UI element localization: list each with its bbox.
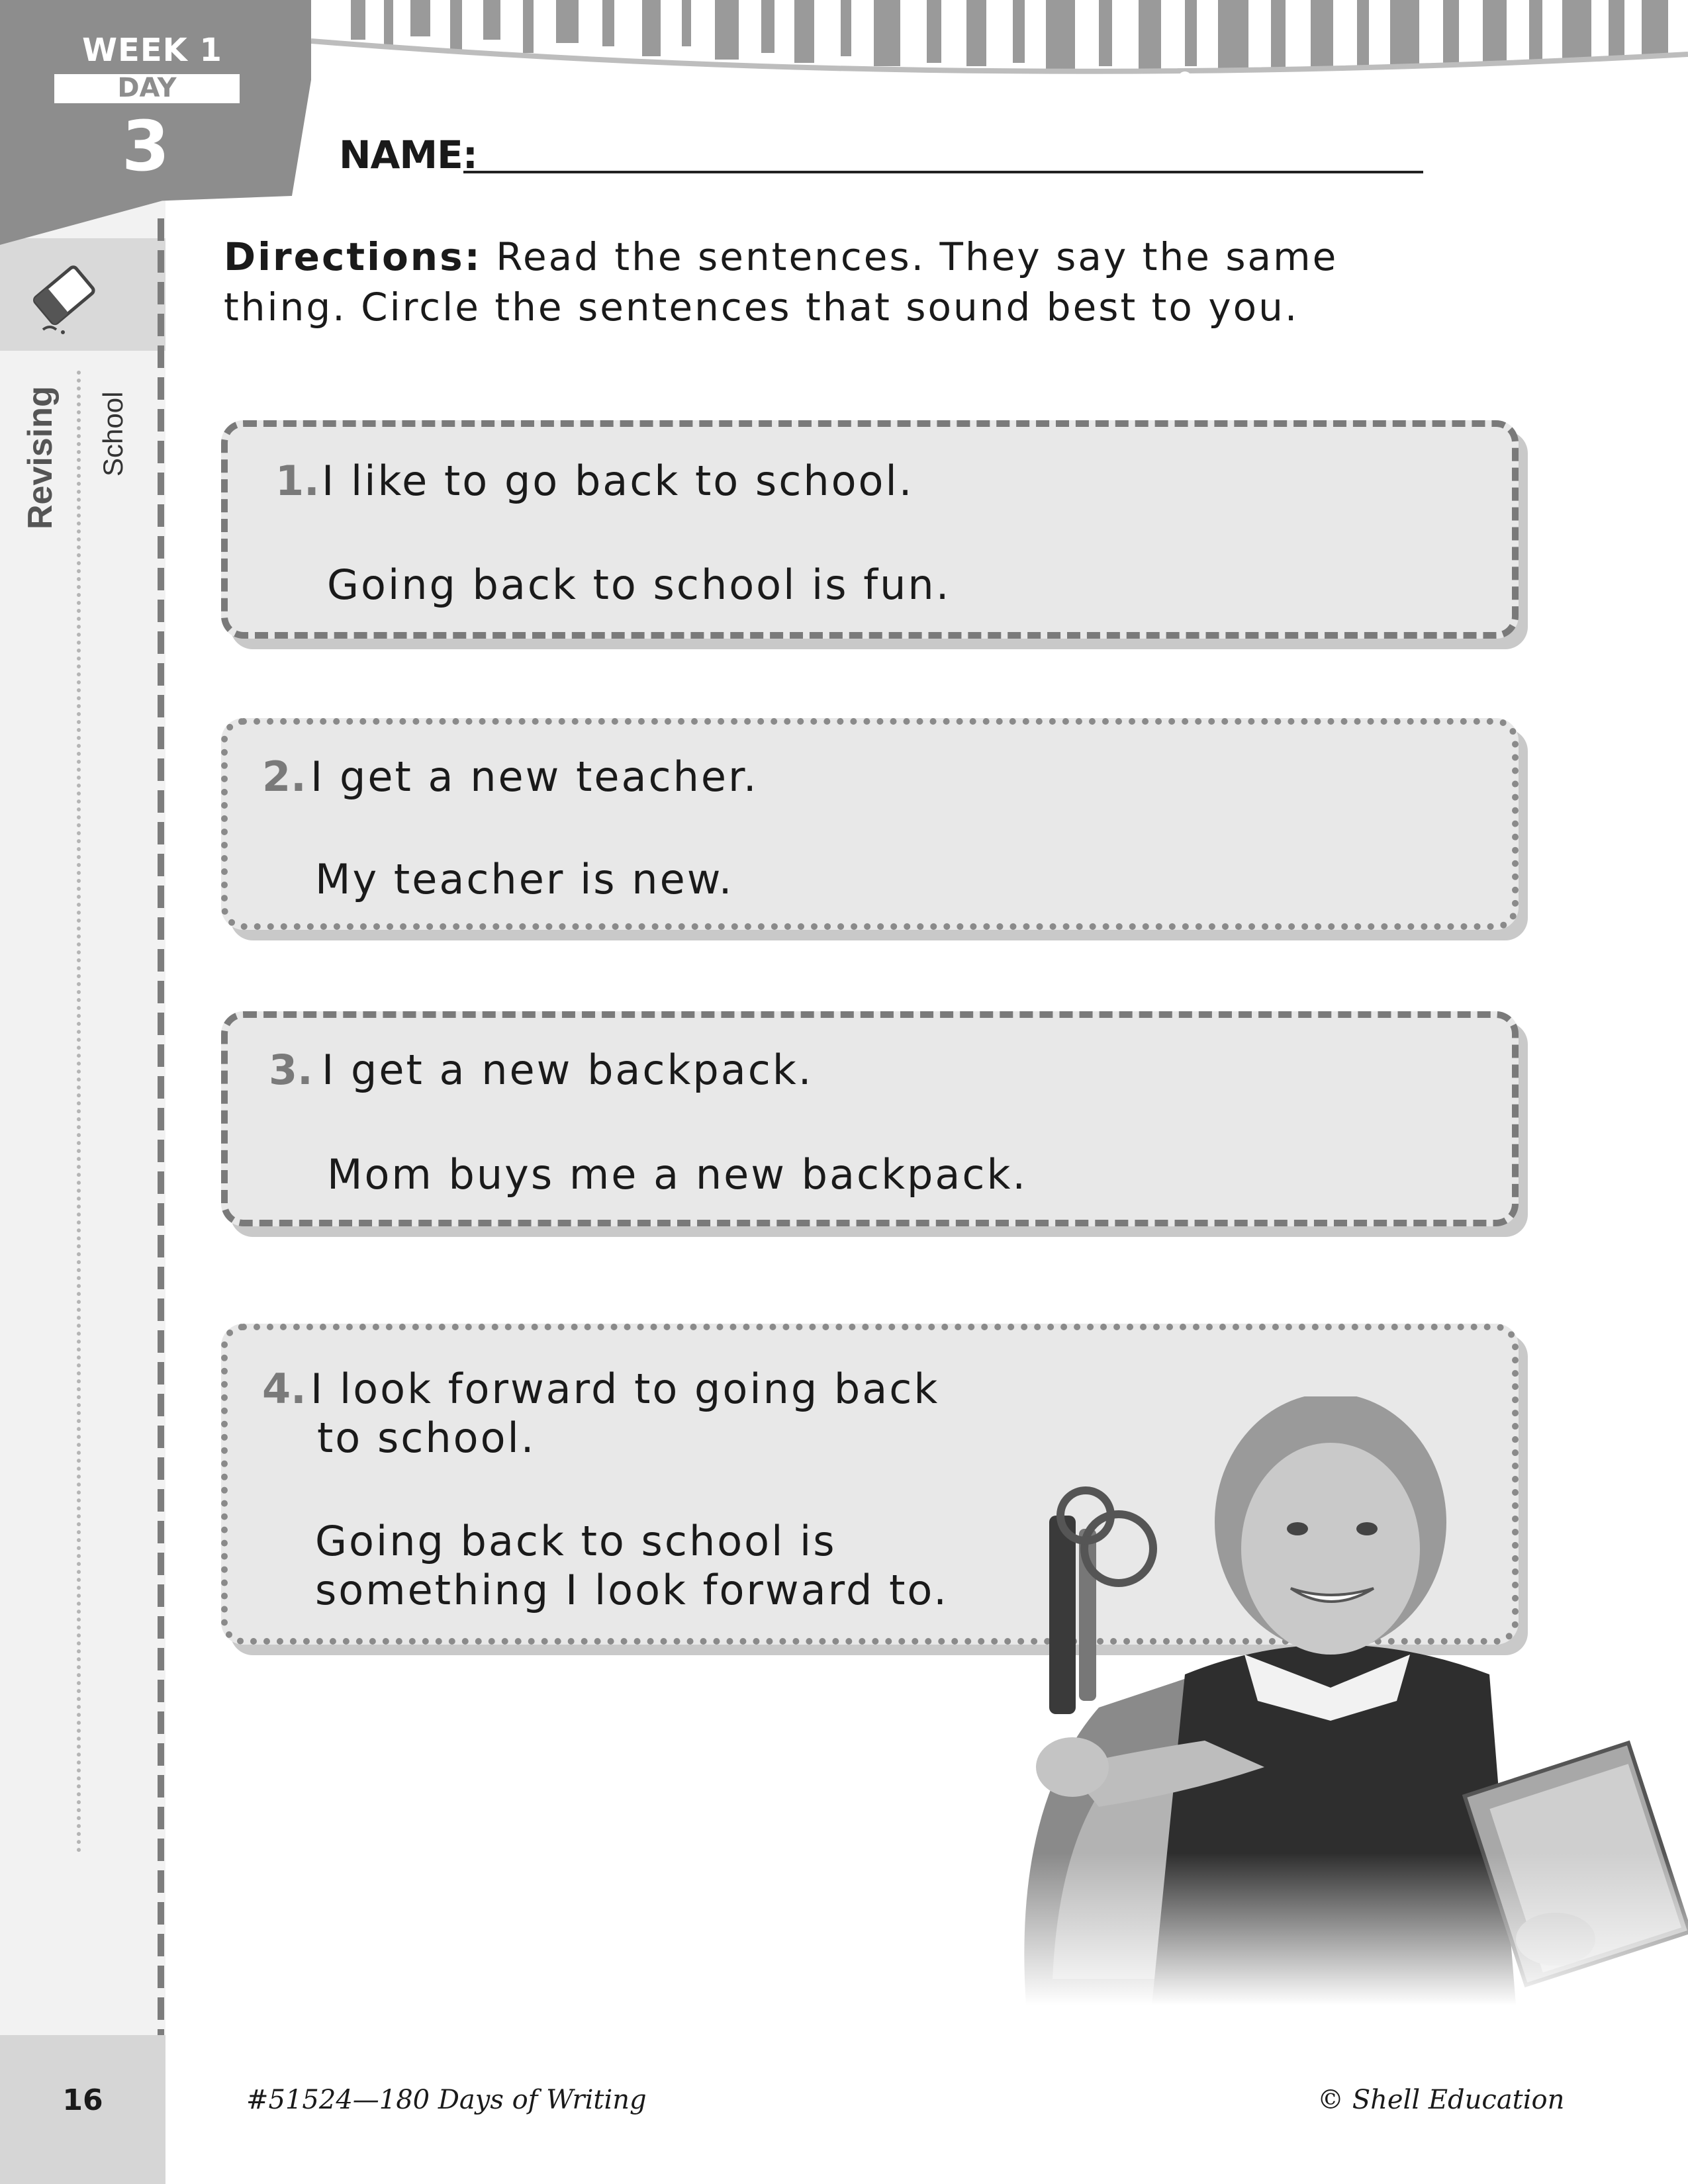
name-label: NAME: bbox=[339, 132, 477, 177]
question-number: 4. bbox=[262, 1365, 306, 1413]
subject-label bbox=[13, 377, 66, 536]
directions-line1: Read the sentences. They say the same bbox=[481, 234, 1338, 279]
question-box-3 bbox=[221, 1011, 1519, 1226]
question-number: 1. bbox=[275, 457, 320, 505]
directions-line2: thing. Circle the sentences that sound best to you. bbox=[224, 285, 1299, 330]
week-label: WEEK 1 bbox=[82, 32, 222, 69]
decorative-top-banner bbox=[311, 0, 1688, 106]
sidebar-dotted-rule bbox=[77, 371, 81, 1853]
sentence-option[interactable]: I like to go back to school. bbox=[322, 457, 914, 505]
question-box-2 bbox=[221, 718, 1519, 930]
topic-label-text: School bbox=[97, 391, 128, 477]
footer-copyright: © Shell Education bbox=[1317, 2085, 1565, 2115]
sentence-option[interactable]: Mom buys me a new backpack. bbox=[327, 1150, 1028, 1199]
sentence-option[interactable]: I get a new backpack. bbox=[322, 1046, 814, 1094]
question-box-1 bbox=[221, 420, 1519, 639]
eraser-icon bbox=[26, 251, 106, 344]
sentence-option[interactable]: My teacher is new. bbox=[315, 855, 734, 903]
sentence-option-continued[interactable]: to school. bbox=[317, 1414, 536, 1462]
day-number: 3 bbox=[121, 106, 170, 187]
day-label: DAY bbox=[117, 73, 177, 103]
sentence-option-continued[interactable]: something I look forward to. bbox=[315, 1566, 949, 1614]
footer-book-title: #51524—180 Days of Writing bbox=[246, 2085, 647, 2115]
name-write-line[interactable] bbox=[463, 171, 1423, 173]
question-number: 2. bbox=[262, 752, 306, 801]
sidebar-dashed-rule bbox=[158, 218, 164, 2144]
sentence-option[interactable]: Going back to school is fun. bbox=[327, 561, 951, 609]
directions-label: Directions: bbox=[224, 234, 482, 279]
sentence-option[interactable]: Going back to school is bbox=[315, 1517, 837, 1565]
topic-label bbox=[86, 377, 139, 510]
page-number: 16 bbox=[62, 2083, 103, 2117]
sentence-option[interactable]: I look forward to going back bbox=[310, 1365, 940, 1413]
sentence-option[interactable]: I get a new teacher. bbox=[310, 752, 759, 801]
subject-label-text: Revising bbox=[21, 386, 60, 529]
directions bbox=[224, 232, 1481, 332]
question-number: 3. bbox=[269, 1046, 313, 1094]
girl-with-school-supplies-photo bbox=[986, 1396, 1688, 2005]
